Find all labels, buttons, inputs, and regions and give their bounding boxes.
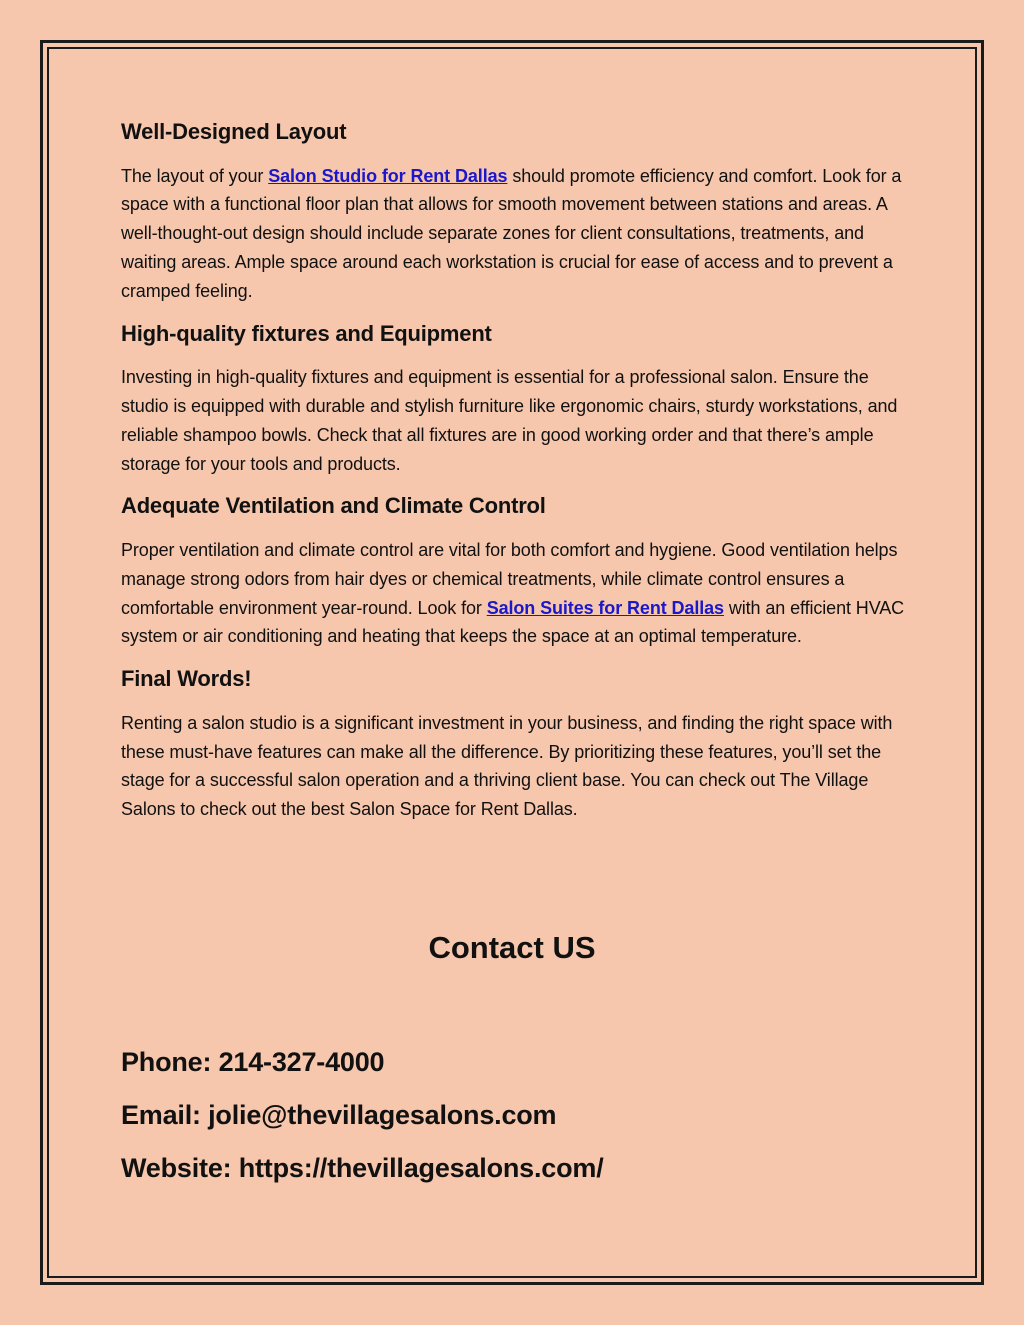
- heading-fixtures: High-quality fixtures and Equipment: [121, 320, 492, 346]
- heading-ventilation: Adequate Ventilation and Climate Control: [121, 493, 546, 519]
- heading-layout: Well-Designed Layout: [121, 119, 347, 144]
- paragraph-layout-post: should promote efficiency and comfort. Look for a space with a functional floor plan that allows for smooth movement between stations and areas. A well-thought-out design should include separate zones for client consultations, treatments, and waiting areas. Ample space around each workstation is crucial for ease of access and to prevent a cramped feeling.: [121, 165, 902, 301]
- salon-suites-link[interactable]: Salon Suites for Rent Dallas: [486, 597, 724, 618]
- salon-studio-link[interactable]: Salon Studio for Rent Dallas: [268, 165, 508, 186]
- contact-email: Email: jolie@thevillagesalons.com: [121, 1100, 557, 1130]
- paragraph-layout: [121, 162, 911, 306]
- contact-phone: Phone: 214-327-4000: [121, 1047, 385, 1077]
- paragraph-ventilation: [121, 536, 911, 651]
- paragraph-final-words: Renting a salon studio is a significant investment in your business, and finding the right space with these must-have features can make all the difference. By prioritizing these features, you’ll set the stage for a successful salon operation and a thriving client base. You can check out The Village Salons to check out the best Salon Space for Rent Dallas.: [121, 712, 893, 820]
- contact-website: Website: https://thevillagesalons.com/: [121, 1153, 604, 1183]
- paragraph-ventilation-post: with an efficient HVAC system or air conditioning and heating that keeps the space at an optimal temperature.: [121, 597, 905, 647]
- paragraph-layout-pre: The layout of your: [121, 165, 269, 186]
- contact-title: Contact US: [428, 930, 596, 965]
- paragraph-fixtures: Investing in high-quality fixtures and equipment is essential for a professional salon. Ensure the studio is equipped with durable and stylish furniture like ergonomic chairs, sturdy workstations, and reliable shampoo bowls. Check that all fixtures are in good working order and that there’s ample storage for your tools and products.: [121, 367, 898, 474]
- paragraph-ventilation-pre: Proper ventilation and climate control are vital for both comfort and hygiene. Good ventilation helps manage strong odors from hair dyes or chemical treatments, while climate control ensures a comfortable environment year-round. Look for: [121, 539, 898, 618]
- article-body: [121, 118, 911, 838]
- heading-final-words: Final Words!: [121, 666, 252, 692]
